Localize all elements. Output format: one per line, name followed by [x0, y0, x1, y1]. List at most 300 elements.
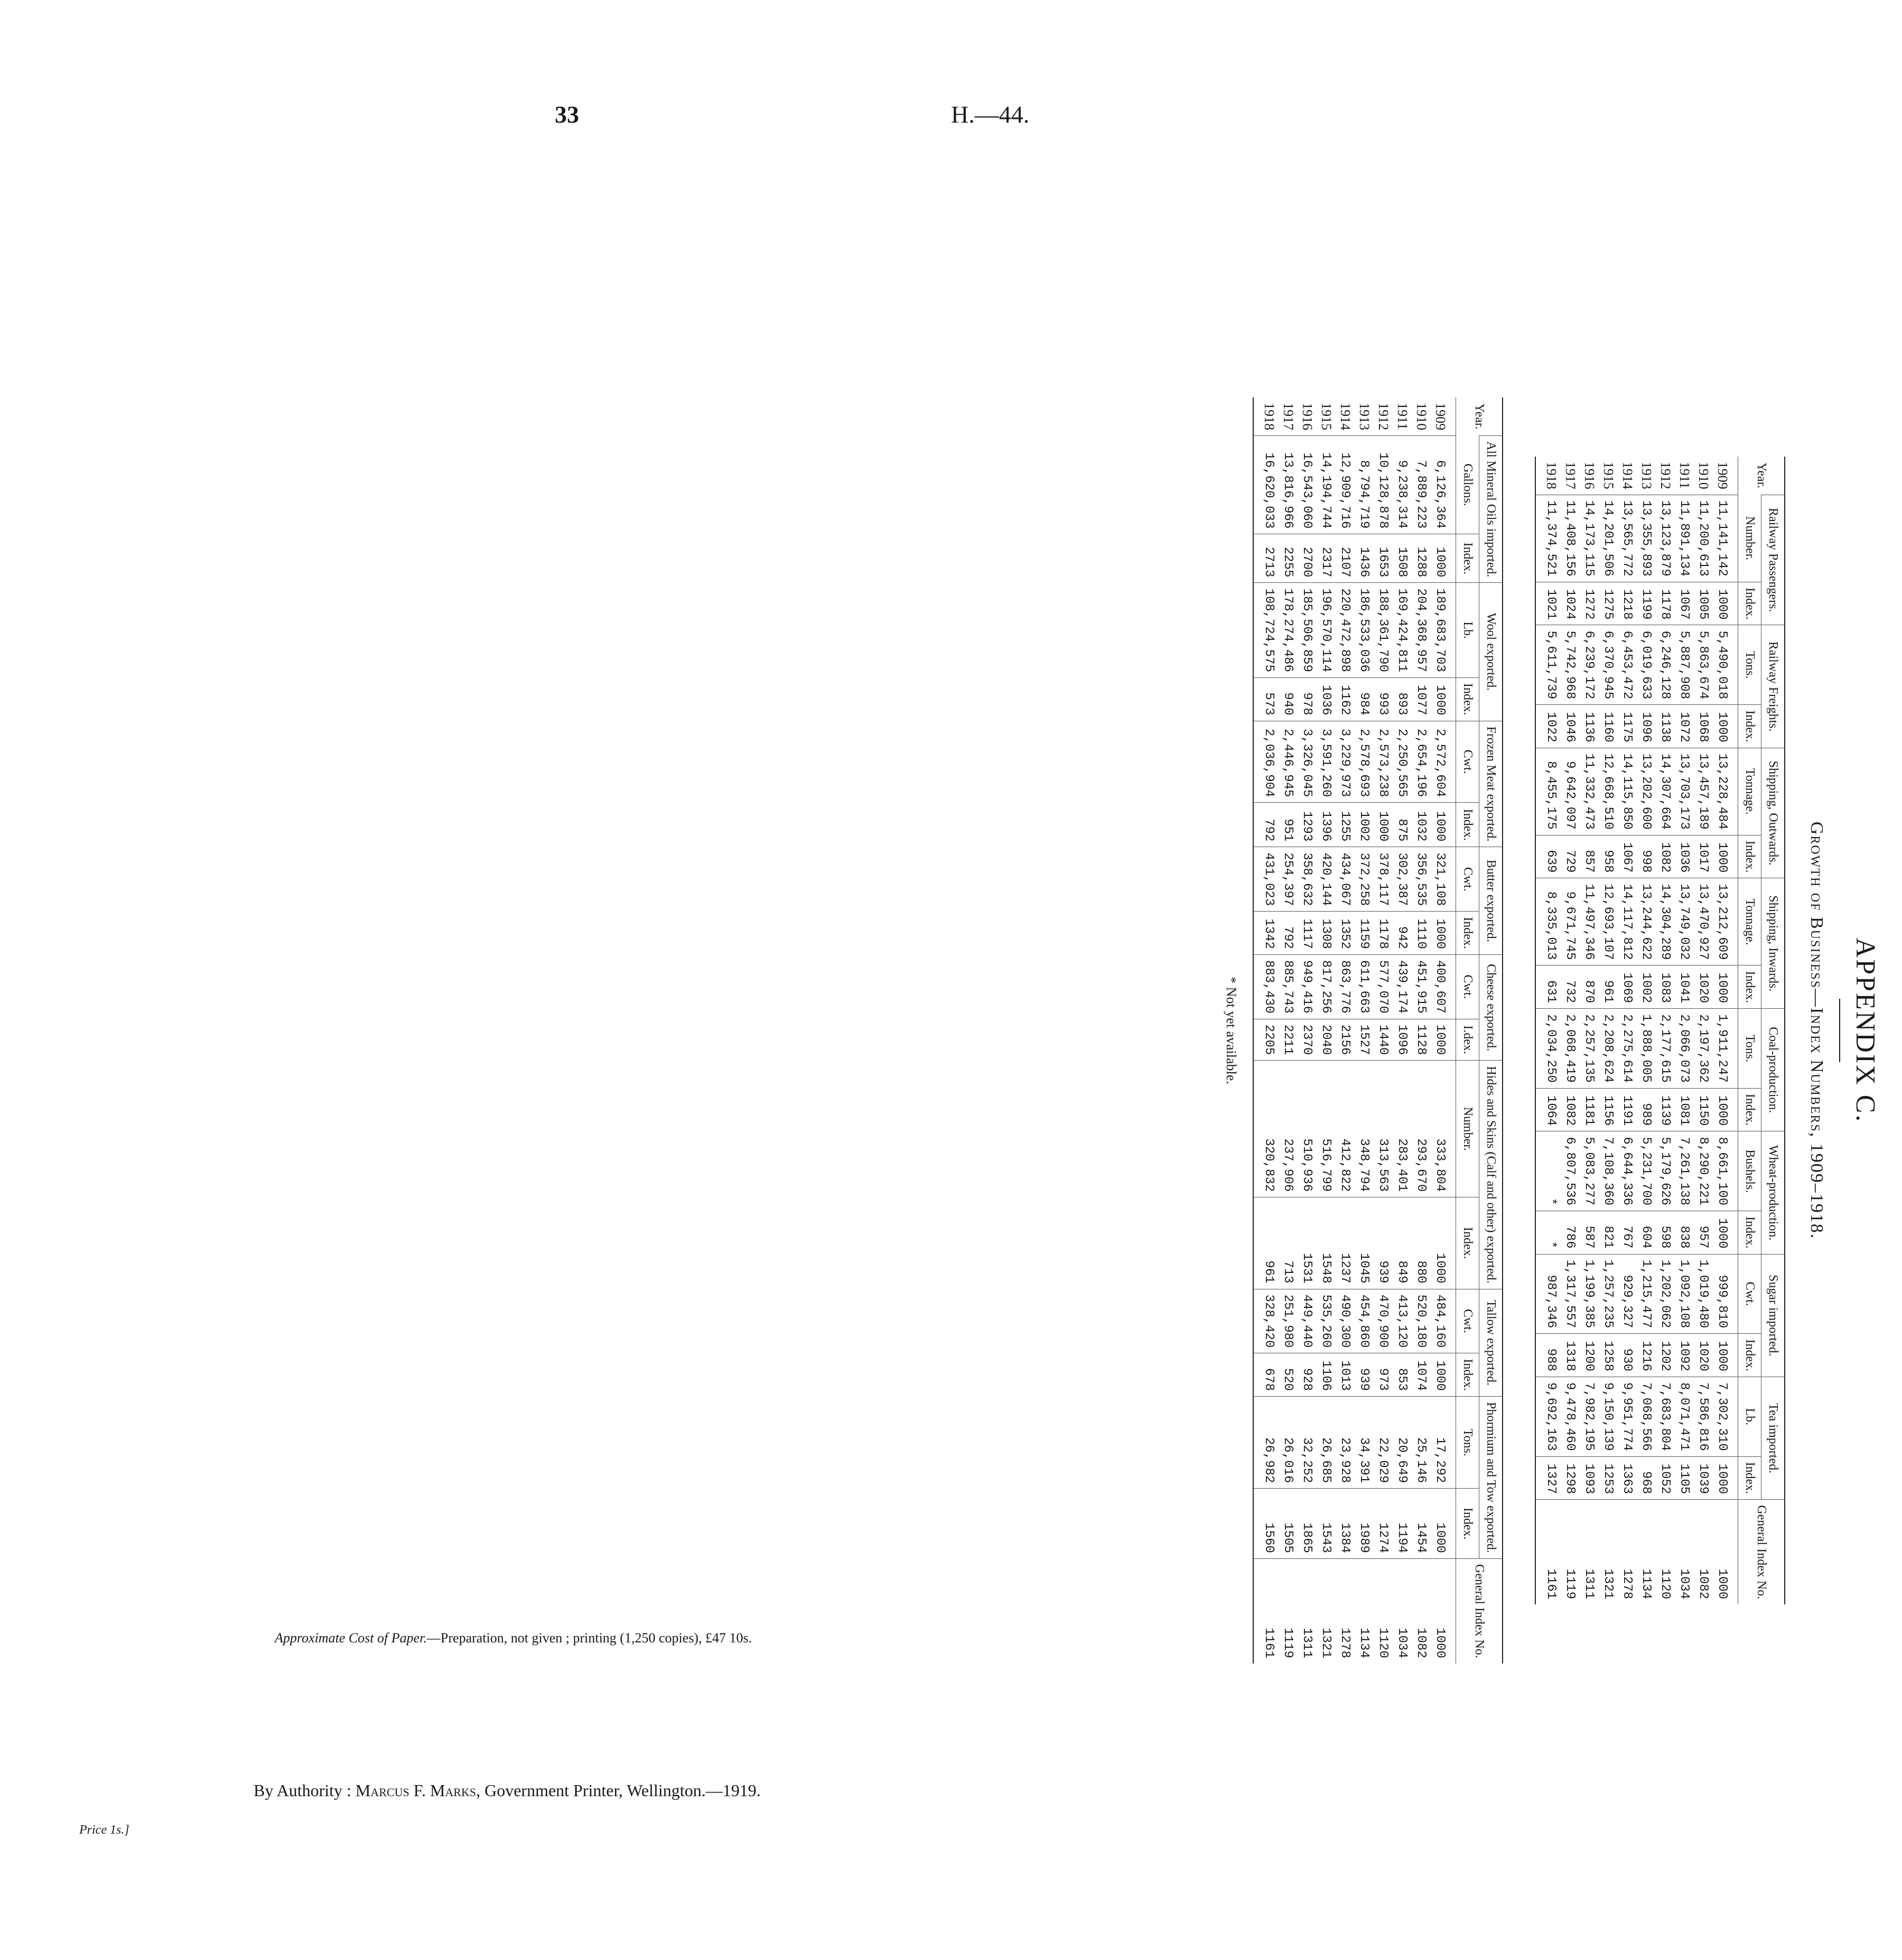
data-cell: * [1535, 1211, 1561, 1255]
data-cell: 1274 [1374, 1489, 1393, 1559]
data-cell: 2370 [1298, 1019, 1317, 1061]
table-row [1561, 457, 1580, 1604]
table-row [1675, 457, 1694, 1604]
data-cell: 169,424,811 [1393, 583, 1412, 677]
data-cell: 1000 [1431, 803, 1456, 847]
data-cell: 1293 [1298, 803, 1317, 847]
data-cell: 237,906 [1279, 1061, 1298, 1197]
data-cell: 356,535 [1412, 847, 1431, 912]
year-cell: 1917 [1281, 403, 1296, 431]
data-cell: 999,810 [1713, 1254, 1738, 1334]
data-cell: 1327 [1535, 1456, 1561, 1500]
year-cell: 1914 [1620, 461, 1635, 489]
data-cell: 516,799 [1317, 1061, 1336, 1197]
data-cell: 849 [1393, 1197, 1412, 1289]
data-cell: 14,173,115 [1580, 495, 1599, 582]
data-cell: 988 [1535, 1334, 1561, 1377]
data-cell: 2,250,565 [1393, 721, 1412, 803]
data-cell: 1020 [1694, 1334, 1713, 1377]
data-cell: 14,304,289 [1656, 878, 1675, 965]
data-cell: 34,391 [1355, 1397, 1374, 1489]
data-cell: 6,246,128 [1656, 625, 1675, 705]
data-cell: 412,822 [1336, 1061, 1355, 1197]
group-header: Butter exported. [1479, 847, 1503, 954]
data-cell: 9,238,314 [1393, 436, 1412, 534]
data-cell: 1000 [1431, 1197, 1456, 1289]
data-cell: 185,506,859 [1298, 583, 1317, 677]
sub-header: Cwt. [1456, 721, 1479, 803]
sub-header: Tons. [1738, 1009, 1761, 1089]
data-cell: 1255 [1336, 803, 1355, 847]
sub-header: Tonnage. [1738, 878, 1761, 965]
year-cell: 1911 [1677, 461, 1692, 489]
data-cell: 2211 [1279, 1019, 1298, 1061]
printer-name: Marcus F. Marks, [355, 1781, 481, 1800]
group-header: Tea imported. [1761, 1377, 1785, 1499]
data-cell: 13,749,032 [1675, 878, 1694, 965]
table-row [1412, 397, 1431, 1664]
table-row [1618, 457, 1637, 1604]
data-cell: 1,019,480 [1694, 1254, 1713, 1334]
data-cell: 1178 [1656, 582, 1675, 625]
group-header: Sugar imported. [1761, 1254, 1785, 1377]
data-cell: 10,128,878 [1374, 436, 1393, 534]
data-cell: 1156 [1599, 1088, 1618, 1131]
data-cell: 6,370,945 [1599, 625, 1618, 705]
data-cell: 957 [1694, 1211, 1713, 1255]
year-header: Year. [1456, 397, 1503, 436]
data-cell: 186,533,036 [1355, 583, 1374, 677]
data-cell: 13,212,609 [1713, 878, 1738, 965]
data-cell: 1161 [1253, 1558, 1279, 1663]
data-cell: 1527 [1355, 1019, 1374, 1061]
data-cell: 713 [1279, 1197, 1298, 1289]
year-header: Year. [1738, 457, 1785, 495]
group-header: Phormium and Tow exported. [1479, 1397, 1503, 1559]
group-header: Cheese exported. [1479, 954, 1503, 1060]
data-cell: 14,117,812 [1618, 878, 1637, 965]
group-header: Railway Passengers. [1761, 495, 1785, 625]
data-cell: 5,179,626 [1656, 1131, 1675, 1211]
sub-header: I.dex. [1456, 1019, 1479, 1061]
sub-header: Index. [1738, 1334, 1761, 1377]
data-cell: 1077 [1412, 677, 1431, 721]
data-cell: 1000 [1713, 1500, 1738, 1604]
data-cell: 1021 [1535, 582, 1561, 625]
data-cell: 942 [1393, 912, 1412, 955]
data-cell: 1308 [1317, 912, 1336, 955]
data-cell: 1119 [1279, 1558, 1298, 1663]
data-cell: 1218 [1618, 582, 1637, 625]
data-cell: 1,202,062 [1656, 1254, 1675, 1334]
data-cell: 1352 [1336, 912, 1355, 955]
sub-header: Index. [1456, 803, 1479, 847]
data-cell: 26,016 [1279, 1397, 1298, 1489]
data-cell: 928 [1298, 1353, 1317, 1397]
data-cell: 14,115,850 [1618, 748, 1637, 835]
sub-header: Index. [1738, 705, 1761, 748]
data-cell: 598 [1656, 1211, 1675, 1255]
data-cell: 1178 [1374, 912, 1393, 955]
year-cell: 1909 [1715, 461, 1730, 489]
data-cell: 1041 [1675, 965, 1694, 1009]
data-cell: 7,982,195 [1580, 1377, 1599, 1456]
data-cell: 5,083,277 [1580, 1131, 1599, 1211]
data-cell: 1,911,247 [1713, 1009, 1738, 1089]
data-cell: 9,671,745 [1561, 878, 1580, 965]
data-cell: 178,274,486 [1279, 583, 1298, 677]
data-cell: 8,335,013 [1535, 878, 1561, 965]
data-cell: 328,420 [1253, 1289, 1279, 1353]
group-header: Shipping, Outwards. [1761, 748, 1785, 878]
data-cell: 863,776 [1336, 954, 1355, 1019]
group-header: Railway Freights. [1761, 625, 1785, 748]
data-cell: 1138 [1656, 705, 1675, 748]
data-cell: * [1535, 1131, 1561, 1211]
year-cell: 1918 [1253, 397, 1279, 436]
data-cell: 283,401 [1393, 1061, 1412, 1197]
sub-header: Index. [1738, 1211, 1761, 1255]
data-cell: 6,126,364 [1431, 436, 1456, 534]
data-cell: 2040 [1317, 1019, 1336, 1061]
data-cell: 189,683,703 [1431, 583, 1456, 677]
data-cell: 1000 [1374, 803, 1393, 847]
data-cell: 1000 [1431, 1353, 1456, 1397]
table-row [1580, 457, 1599, 1604]
data-cell: 1117 [1298, 912, 1317, 955]
sub-header: Number. [1456, 1061, 1479, 1197]
data-cell: 1000 [1713, 1456, 1738, 1500]
table-row [1336, 397, 1355, 1664]
data-cell: 678 [1253, 1353, 1279, 1397]
data-cell: 313,563 [1374, 1061, 1393, 1197]
sub-header: Index. [1456, 677, 1479, 721]
data-cell: 484,160 [1431, 1289, 1456, 1353]
data-cell: 431,023 [1253, 847, 1279, 912]
data-cell: 853 [1393, 1353, 1412, 1397]
table-row [1535, 457, 1561, 1604]
data-cell: 13,565,772 [1618, 495, 1637, 582]
data-cell: 1082 [1561, 1088, 1580, 1131]
data-cell: 3,326,045 [1298, 721, 1317, 803]
data-cell: 1162 [1336, 677, 1355, 721]
data-cell: 5,863,674 [1694, 625, 1713, 705]
data-cell: 1000 [1713, 1211, 1738, 1255]
data-cell: 1136 [1580, 705, 1599, 748]
table-row [1713, 457, 1738, 1604]
data-cell: 2255 [1279, 534, 1298, 583]
data-cell: 1000 [1713, 705, 1738, 748]
group-header: All Mineral Oils imported. [1479, 436, 1503, 583]
table-row [1637, 457, 1656, 1604]
data-cell: 1278 [1618, 1500, 1637, 1604]
data-cell: 951 [1279, 803, 1298, 847]
data-cell: 16,620,033 [1253, 436, 1279, 534]
data-cell: 251,980 [1279, 1289, 1298, 1353]
table-row [1694, 457, 1713, 1604]
data-cell: 2,446,945 [1279, 721, 1298, 803]
data-cell: 961 [1599, 965, 1618, 1009]
year-cell: 1916 [1300, 403, 1315, 431]
data-cell: 1081 [1675, 1088, 1694, 1131]
data-cell: 8,071,471 [1675, 1377, 1694, 1456]
data-cell: 1067 [1675, 582, 1694, 625]
data-cell: 108,724,575 [1253, 583, 1279, 677]
authority-prefix: By Authority : [254, 1781, 351, 1800]
data-cell: 1363 [1618, 1456, 1637, 1500]
data-cell: 2713 [1253, 534, 1279, 583]
data-cell: 1181 [1580, 1088, 1599, 1131]
sub-header: Number. [1738, 495, 1761, 582]
data-cell: 7,068,566 [1637, 1377, 1656, 1456]
data-cell: 32,252 [1298, 1397, 1317, 1489]
data-cell: 1,317,557 [1561, 1254, 1580, 1334]
index-table-1 [1535, 457, 1785, 1604]
data-cell: 2,257,135 [1580, 1009, 1599, 1089]
data-cell: 470,900 [1374, 1289, 1393, 1353]
data-cell: 9,642,097 [1561, 748, 1580, 835]
data-cell: 875 [1393, 803, 1412, 847]
data-cell: 11,332,473 [1580, 748, 1599, 835]
cost-text: —Preparation, not given ; printing (1,250 copies), £47 10s. [426, 1630, 752, 1646]
year-cell: 1914 [1338, 403, 1353, 431]
data-cell: 1032 [1412, 803, 1431, 847]
data-cell: 1134 [1637, 1500, 1656, 1604]
data-cell: 6,644,336 [1618, 1131, 1637, 1211]
data-cell: 1000 [1431, 1019, 1456, 1061]
data-cell: 1278 [1336, 1558, 1355, 1663]
data-cell: 949,416 [1298, 954, 1317, 1019]
data-cell: 2,578,693 [1355, 721, 1374, 803]
data-cell: 1,199,385 [1580, 1254, 1599, 1334]
data-cell: 940 [1279, 677, 1298, 721]
data-cell: 2107 [1336, 534, 1355, 583]
appendix-title: APPENDIX C. [1850, 937, 1880, 1123]
data-cell: 1082 [1694, 1500, 1713, 1604]
sub-header: Lb. [1456, 583, 1479, 677]
data-cell: 993 [1374, 677, 1393, 721]
data-cell: 1013 [1336, 1353, 1355, 1397]
data-cell: 1548 [1317, 1197, 1336, 1289]
table-row [1656, 457, 1675, 1604]
data-cell: 639 [1535, 835, 1561, 878]
table-row [1355, 397, 1374, 1664]
data-cell: 2,036,904 [1253, 721, 1279, 803]
data-cell: 439,174 [1393, 954, 1412, 1019]
data-cell: 1440 [1374, 1019, 1393, 1061]
data-cell: 786 [1561, 1211, 1580, 1255]
data-cell: 1082 [1656, 835, 1675, 878]
data-cell: 2156 [1336, 1019, 1355, 1061]
data-cell: 5,887,908 [1675, 625, 1694, 705]
sub-header: Tons. [1738, 625, 1761, 705]
data-cell: 1000 [1713, 582, 1738, 625]
data-cell: 7,302,310 [1713, 1377, 1738, 1456]
price-note: Price 1s.] [79, 1823, 129, 1837]
data-cell: 1,257,235 [1599, 1254, 1618, 1334]
data-cell: 11,497,346 [1580, 878, 1599, 965]
sub-header: Index. [1456, 1197, 1479, 1289]
data-cell: 1105 [1675, 1456, 1694, 1500]
data-cell: 1531 [1298, 1197, 1317, 1289]
data-cell: 1311 [1580, 1500, 1599, 1604]
table-sub-header [1738, 457, 1761, 1604]
data-cell: 1128 [1412, 1019, 1431, 1061]
data-cell: 5,490,018 [1713, 625, 1738, 705]
data-cell: 1082 [1412, 1558, 1431, 1663]
sub-header: Index. [1738, 835, 1761, 878]
data-cell: 6,453,472 [1618, 625, 1637, 705]
data-cell: 1200 [1580, 1334, 1599, 1377]
data-cell: 1653 [1374, 534, 1393, 583]
data-cell: 14,201,506 [1599, 495, 1618, 582]
data-cell: 400,607 [1431, 954, 1456, 1019]
data-cell: 1508 [1393, 534, 1412, 583]
data-cell: 1096 [1637, 705, 1656, 748]
sub-header: Index. [1738, 1456, 1761, 1500]
data-cell: 1110 [1412, 912, 1431, 955]
data-cell: 1074 [1412, 1353, 1431, 1397]
data-cell: 1194 [1393, 1489, 1412, 1559]
document-reference: H.—44. [951, 101, 1030, 128]
data-cell: 1161 [1535, 1500, 1561, 1604]
data-cell: 449,440 [1298, 1289, 1317, 1353]
data-cell: 372,258 [1355, 847, 1374, 912]
data-cell: 1275 [1599, 582, 1618, 625]
data-cell: 1024 [1561, 582, 1580, 625]
group-header: Shipping, Inwards. [1761, 878, 1785, 1009]
data-cell: 12,693,107 [1599, 878, 1618, 965]
data-cell: 929,327 [1618, 1254, 1637, 1334]
sub-header: Index. [1738, 965, 1761, 1009]
data-cell: 1022 [1535, 705, 1561, 748]
group-header: Wool exported. [1479, 583, 1503, 721]
data-cell: 293,670 [1412, 1061, 1431, 1197]
data-cell: 1000 [1431, 1489, 1456, 1559]
data-cell: 1034 [1393, 1558, 1412, 1663]
data-cell: 7,889,223 [1412, 436, 1431, 534]
sub-header: Tonnage. [1738, 748, 1761, 835]
data-cell: 1321 [1317, 1558, 1336, 1663]
data-cell: 1199 [1637, 582, 1656, 625]
data-cell: 2,034,250 [1535, 1009, 1561, 1089]
sub-header: Index. [1456, 1353, 1479, 1397]
index-table-2 [1253, 397, 1503, 1664]
data-cell: 26,685 [1317, 1397, 1336, 1489]
year-cell: 1918 [1535, 457, 1561, 495]
data-cell: 11,891,134 [1675, 495, 1694, 582]
data-cell: 321,108 [1431, 847, 1456, 912]
table-row [1374, 397, 1393, 1664]
data-cell: 880 [1412, 1197, 1431, 1289]
page-number: 33 [555, 101, 579, 128]
data-cell: 1505 [1279, 1489, 1298, 1559]
data-cell: 2,654,196 [1412, 721, 1431, 803]
group-header: Tallow exported. [1479, 1289, 1503, 1396]
data-cell: 348,794 [1355, 1061, 1374, 1197]
data-cell: 1175 [1618, 705, 1637, 748]
data-cell: 958 [1599, 835, 1618, 878]
data-cell: 420,144 [1317, 847, 1336, 912]
group-header: Wheat-production. [1761, 1131, 1785, 1254]
data-cell: 1000 [1713, 1334, 1738, 1377]
data-cell: 1067 [1618, 835, 1637, 878]
sub-header: Cwt. [1456, 954, 1479, 1019]
data-cell: 3,229,973 [1336, 721, 1355, 803]
data-cell: 1272 [1580, 582, 1599, 625]
group-header: Frozen Meat exported. [1479, 721, 1503, 847]
data-cell: 611,663 [1355, 954, 1374, 1019]
data-cell: 13,816,966 [1279, 436, 1298, 534]
data-cell: 1318 [1561, 1334, 1580, 1377]
data-cell: 13,355,893 [1637, 495, 1656, 582]
data-cell: 893 [1393, 677, 1412, 721]
table-subtitle: Growth of Business—Index Numbers, 1909–1918. [1807, 821, 1826, 1240]
data-cell: 520 [1279, 1353, 1298, 1397]
sub-header: Cwt. [1456, 847, 1479, 912]
data-cell: 2,066,073 [1675, 1009, 1694, 1089]
data-cell: 510,936 [1298, 1061, 1317, 1197]
data-cell: 378,117 [1374, 847, 1393, 912]
data-cell: 870 [1580, 965, 1599, 1009]
data-cell: 961 [1253, 1197, 1279, 1289]
year-cell: 1910 [1696, 461, 1711, 489]
table-group-header [1479, 397, 1503, 1664]
data-cell: 1134 [1355, 1558, 1374, 1663]
data-cell: 12,909,716 [1336, 436, 1355, 534]
sub-header: Index. [1738, 582, 1761, 625]
sub-header: Index. [1456, 1489, 1479, 1559]
data-cell: 1036 [1675, 835, 1694, 878]
data-cell: 7,261,138 [1675, 1131, 1694, 1211]
sub-header: Index. [1456, 912, 1479, 955]
sub-header: Index. [1738, 1088, 1761, 1131]
data-cell: 1072 [1675, 705, 1694, 748]
data-cell: 587 [1580, 1211, 1599, 1255]
data-cell: 1000 [1431, 677, 1456, 721]
data-cell: 631 [1535, 965, 1561, 1009]
data-cell: 8,794,719 [1355, 436, 1374, 534]
data-cell: 1311 [1298, 1558, 1317, 1663]
table-row [1393, 397, 1412, 1664]
data-cell: 577,070 [1374, 954, 1393, 1019]
table-row [1298, 397, 1317, 1664]
data-cell: 1321 [1599, 1500, 1618, 1604]
data-cell: 1253 [1599, 1456, 1618, 1500]
group-header: General Index No. [1456, 1558, 1503, 1663]
data-cell: 1,215,477 [1637, 1254, 1656, 1334]
data-cell: 1002 [1637, 965, 1656, 1009]
data-cell: 1342 [1253, 912, 1279, 955]
data-cell: 1005 [1694, 582, 1713, 625]
data-cell: 11,374,521 [1535, 495, 1561, 582]
data-cell: 320,832 [1253, 1061, 1279, 1197]
group-header: Hides and Skins (Calf and other) exported. [1479, 1061, 1503, 1289]
sub-header: Cwt. [1738, 1254, 1761, 1334]
data-cell: 26,982 [1253, 1397, 1279, 1489]
data-cell: 302,387 [1393, 847, 1412, 912]
data-cell: 7,108,360 [1599, 1131, 1618, 1211]
data-cell: 11,141,142 [1713, 495, 1738, 582]
year-cell: 1912 [1658, 461, 1673, 489]
year-cell: 1911 [1395, 403, 1410, 430]
data-cell: 5,742,968 [1561, 625, 1580, 705]
data-cell: 7,683,804 [1656, 1377, 1675, 1456]
data-cell: 9,692,163 [1535, 1377, 1561, 1456]
data-cell: 1543 [1317, 1489, 1336, 1559]
data-cell: 1120 [1374, 1558, 1393, 1663]
group-header: Coal-production. [1761, 1009, 1785, 1131]
